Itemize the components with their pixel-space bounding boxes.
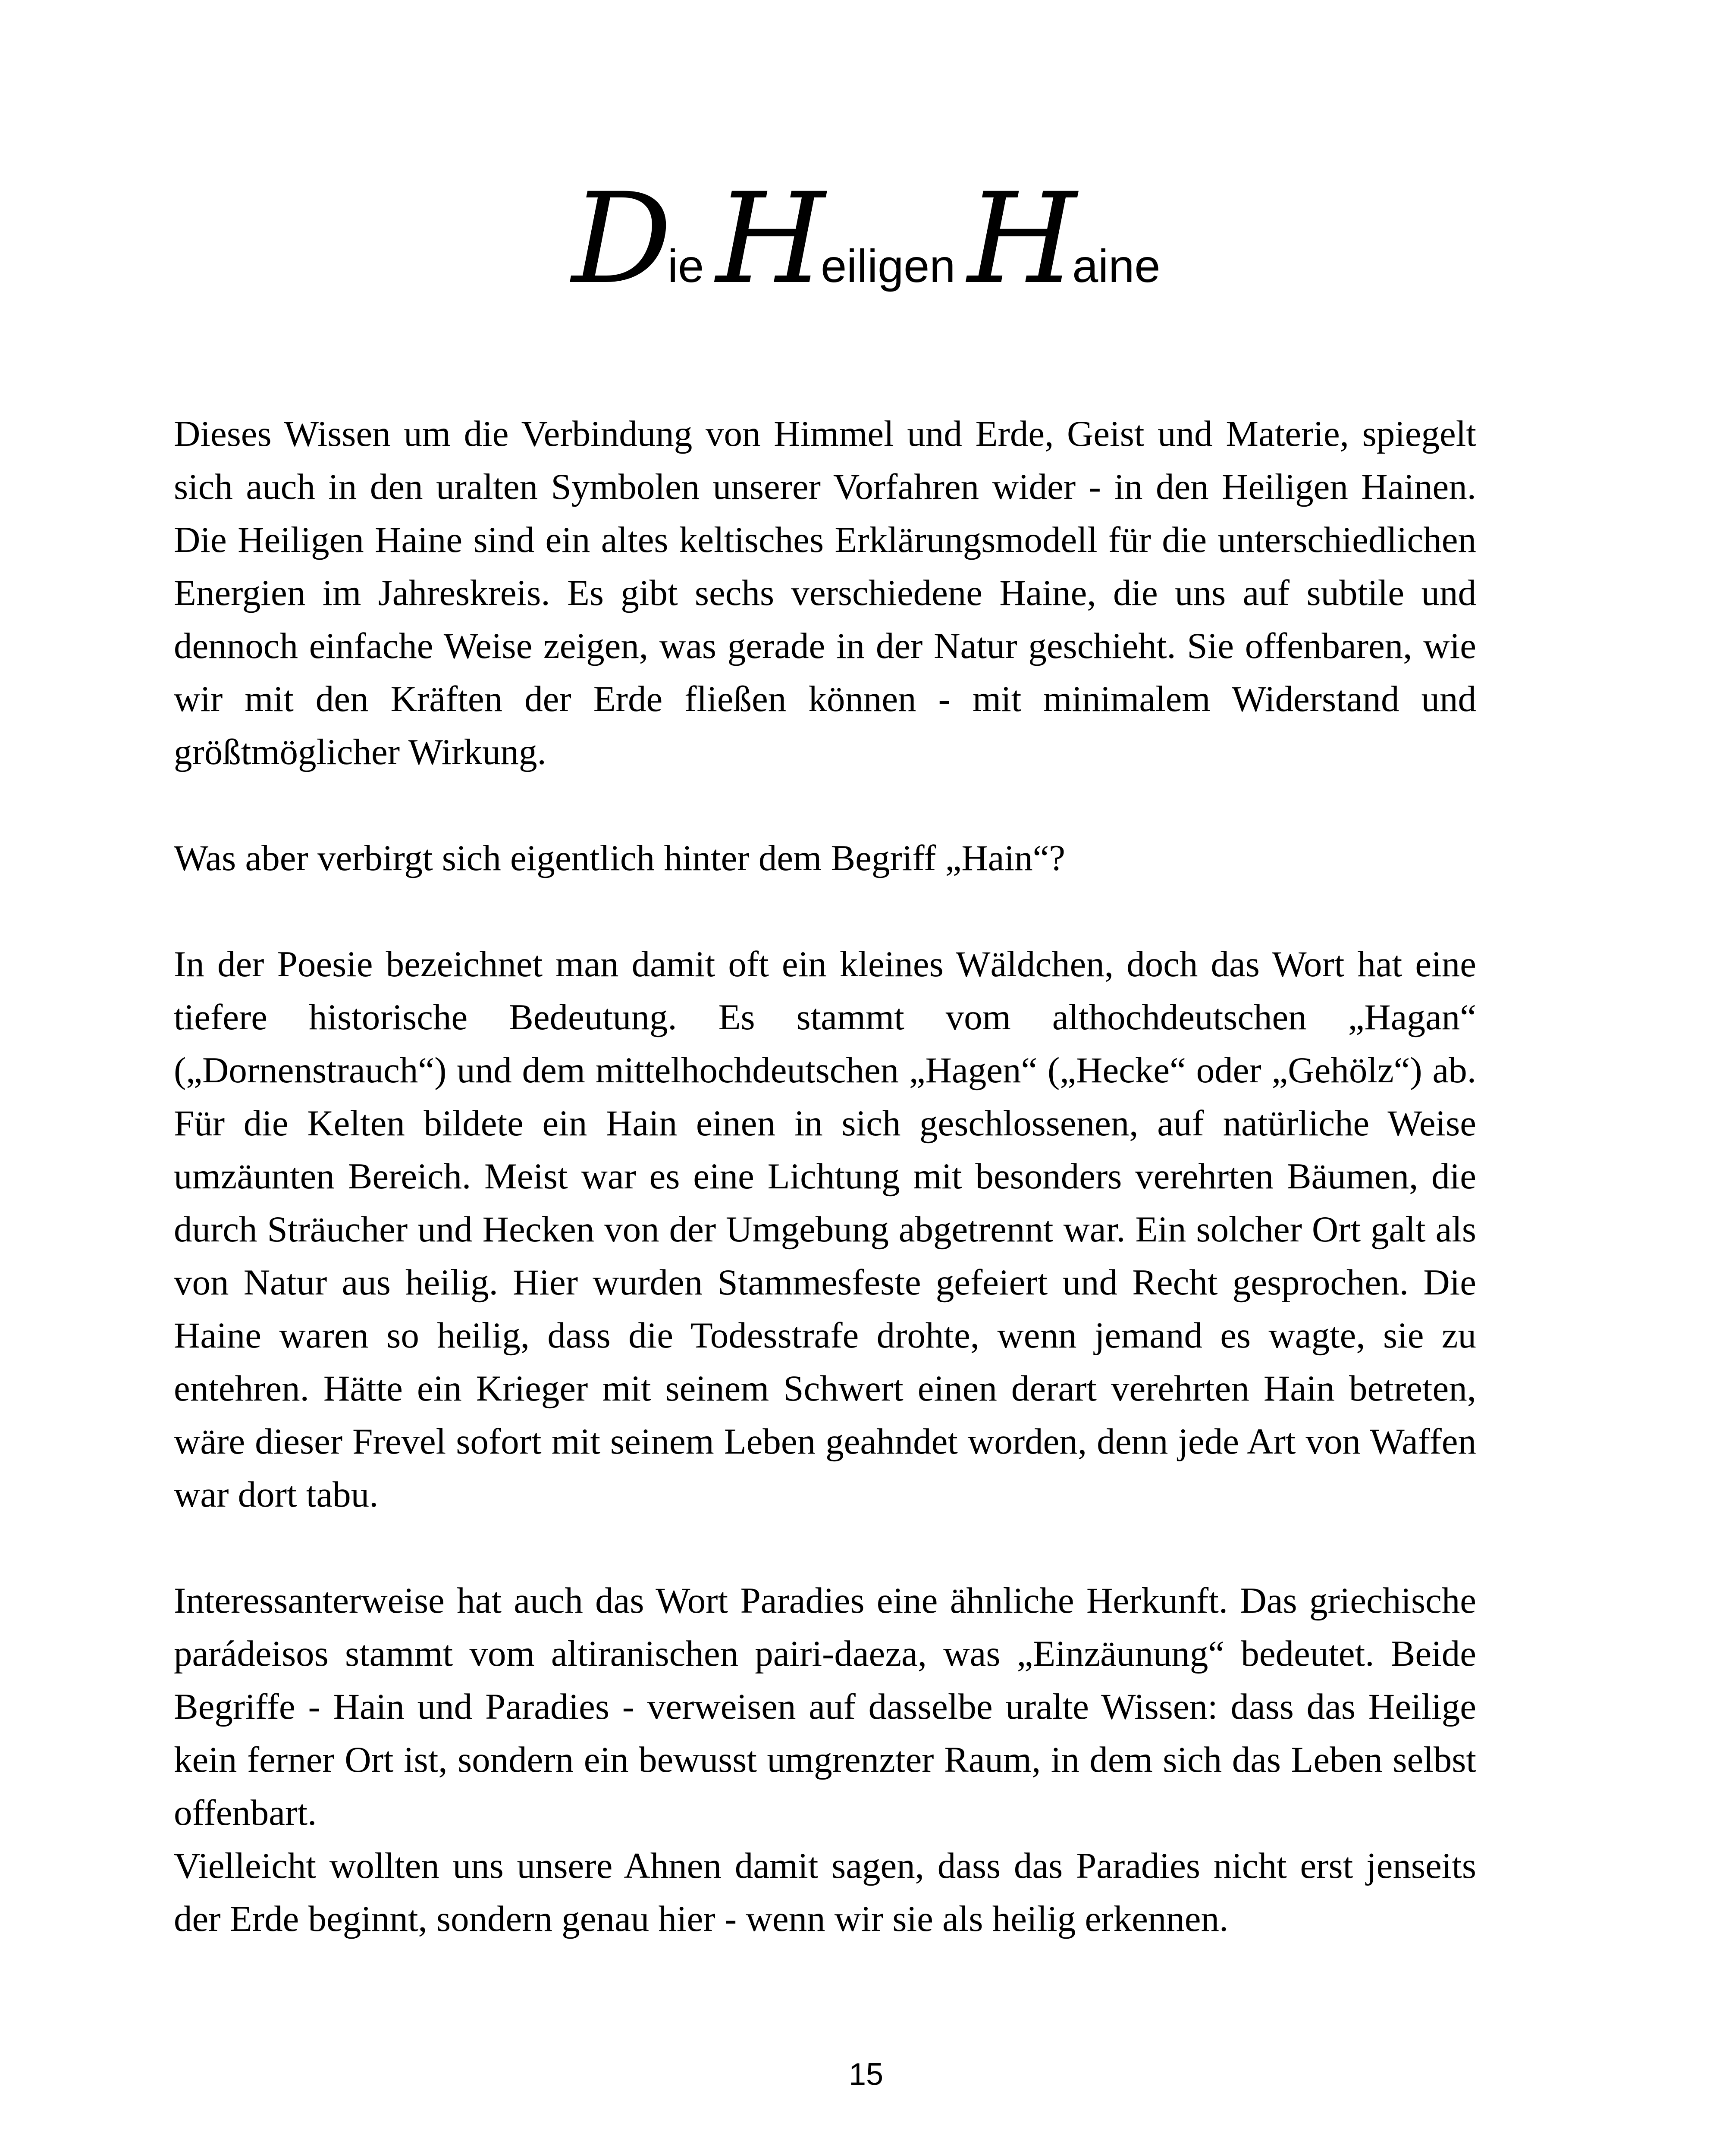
body-text	[174, 407, 1476, 1946]
paragraph: Vielleicht wollten uns unsere Ahnen damit sagen, dass das Paradies nicht erst jenseits der Erde beginnt, sondern genau hier - wenn wir sie als heilig erkennen.	[174, 1846, 1476, 1939]
paragraph-gap	[174, 779, 1476, 832]
paragraph: Interessanterweise hat auch das Wort Paradies eine ähnliche Herkunft. Das griechische parádeisos stammt vom altiranischen pairi-daeza, was „Einzäunung“ bedeutet. Beide Begriffe - Hain und Paradies - verweisen auf dasselbe uralte Wissen: dass das Heilige kein ferner Ort ist, sondern ein bewusst umgrenzter Raum, in dem sich das Leben selbst offenbart.	[174, 1580, 1476, 1833]
title-word-haine	[967, 166, 1161, 312]
paragraph: Was aber verbirgt sich eigentlich hinter dem Begriff „Hain“?	[174, 838, 1066, 878]
chapter-title	[0, 166, 1732, 312]
page-number: 15	[848, 2057, 884, 2092]
title-initial: H	[967, 166, 1073, 312]
title-word-rest: ie	[668, 240, 704, 292]
title-initial: D	[571, 166, 668, 312]
paragraph-gap	[174, 1521, 1476, 1574]
paragraph: Dieses Wissen um die Verbindung von Himmel und Erde, Geist und Materie, spiegelt sich auch in den uralten Symbolen unserer Vorfahren wider - in den Heiligen Hainen. Die Heiligen Haine sind ein altes keltisches Erklärungsmodell für die unterschiedlichen Energien im Jahreskreis. Es gibt sechs verschiedene Haine, die uns auf subtile und dennoch einfache Weise zeigen, was gerade in der Natur geschieht. Sie offenbaren, wie wir mit den Kräften der Erde fließen können - mit minimalem Widerstand und größtmöglicher Wirkung.	[174, 414, 1476, 772]
title-initial: H	[716, 166, 821, 312]
title-word-rest: eiligen	[821, 240, 956, 292]
paragraph-gap	[174, 885, 1476, 938]
title-word-heiligen	[716, 166, 956, 312]
paragraph: In der Poesie bezeichnet man damit oft ein kleines Wäldchen, doch das Wort hat eine tiefere historische Bedeutung. Es stammt vom althochdeutschen „Hagan“ („Dornenstrauch“) und dem mittelhochdeutschen „Hagen“ („Hecke“ oder „Gehölz“) ab. Für die Kelten bildete ein Hain einen in sich geschlossenen, auf natürliche Weise umzäunten Bereich. Meist war es eine Lichtung mit besonders verehrten Bäumen, die durch Sträucher und Hecken von der Umgebung abgetrennt war. Ein solcher Ort galt als von Natur aus heilig. Hier wurden Stammesfeste gefeiert und Recht gesprochen. Die Haine waren so heilig, dass die Todesstrafe drohte, wenn jemand es wagte, sie zu entehren. Hätte ein Krieger mit seinem Schwert einen derart verehrten Hain betreten, wäre dieser Frevel sofort mit seinem Leben geahndet worden, denn jede Art von Waffen war dort tabu.	[174, 944, 1476, 1515]
title-word-die	[571, 166, 704, 312]
title-word-rest: aine	[1072, 240, 1161, 292]
